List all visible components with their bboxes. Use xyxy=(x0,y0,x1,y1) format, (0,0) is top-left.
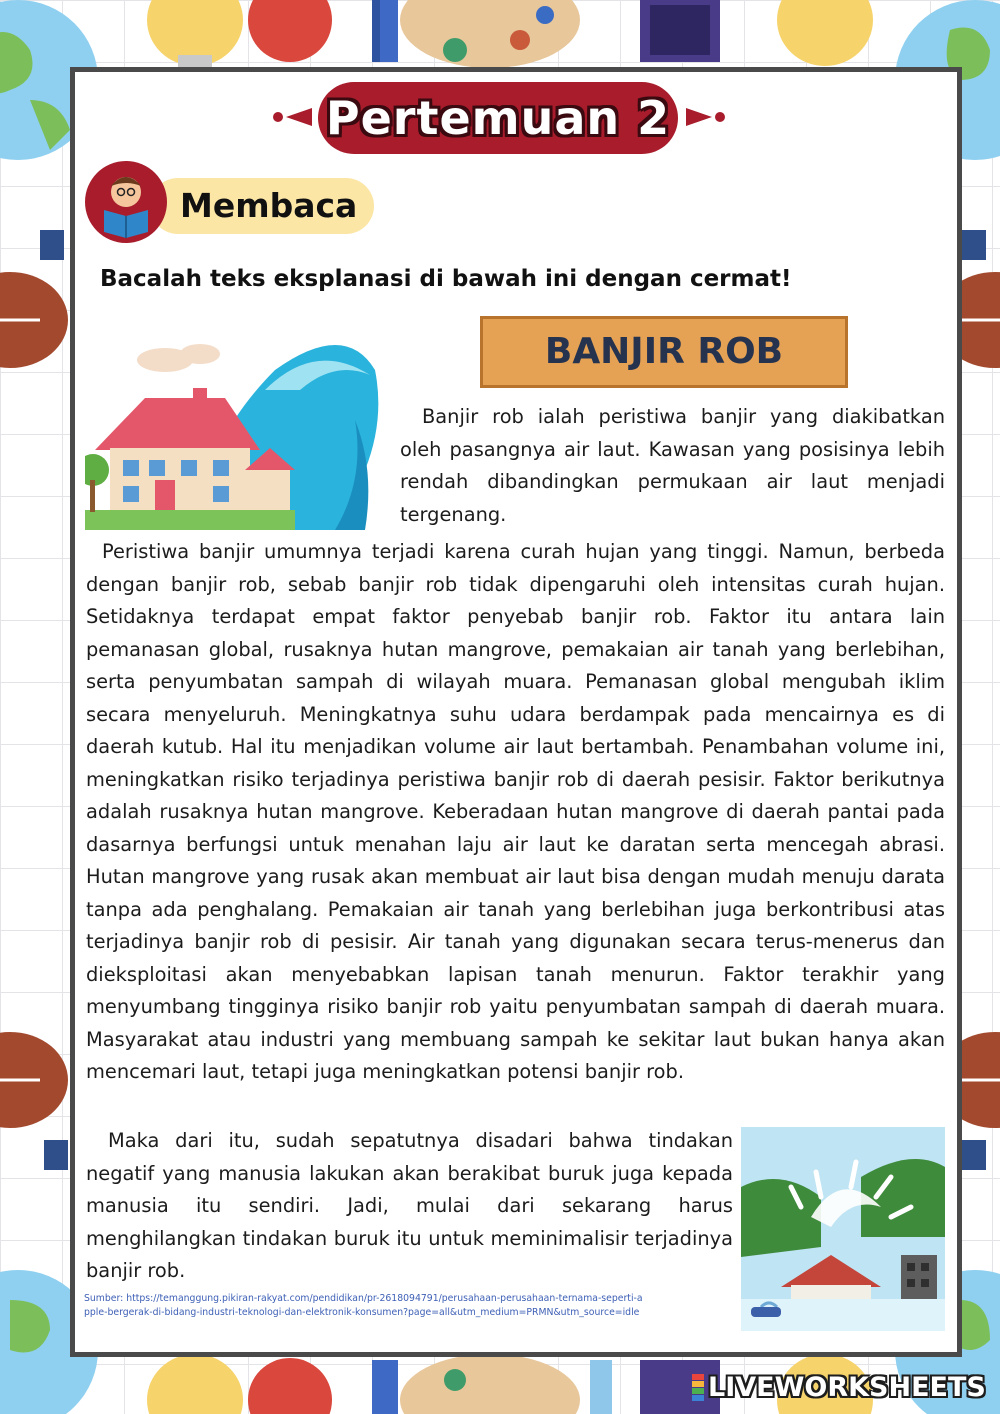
apple-top-icon xyxy=(248,0,332,62)
palette-top-icon xyxy=(400,0,580,68)
palette-bottom-icon xyxy=(400,1354,580,1414)
pencil-top-icon xyxy=(372,0,398,62)
article-paragraph-2: Peristiwa banjir umumnya terjadi karena curah hujan yang tinggi. Namun, berbeda dengan banjir rob, sebab banjir rob tidak dipengaruhi oleh intensitas curah hujan. Setidaknya terdapat empat faktor penyebab banjir rob. Faktor itu antara lain pemanasan global, rusaknya hutan mangrove, pemakaian air tanah yang berlebihan, serta penyumbatan sampah di wilayah muara. Pemanasan global mengubah iklim secara menyeluruh. Meningkatnya suhu udara berdampak pada mencairnya es di daerah kutub. Hal itu menjadikan volume air laut bertambah. Penambahan volume ini, meningkatkan risiko terjadinya peristiwa banjir rob di daerah pesisir. Faktor berikutnya adalah rusaknya hutan mangrove. Keberadaan hutan mangrove di daerah pantai pada dasarnya berfungsi untuk menahan laju air laut ke daratan serta mencegah abrasi. Hutan mangrove yang rusak akan membuat air laut bisa dengan mudah menuju darata tanpa ada penghalang. Pemakaian air tanah yang berlebihan juga berkontribusi atas terjadinya banjir rob di pesisir. Air tanah yang digunakan secara terus-menerus dan dieksploitasi akan menyebabkan lapisan tanah menurun. Faktor terakhir yang menyumbang tingginya risiko banjir rob yaitu penyumbatan sampah di daerah muara. Masyarakat atau industri yang membuang sampah ke sekitar laut bukan hanya akan mencemari laut, tetapi juga meningkatkan potensi banjir rob. xyxy=(86,540,945,1083)
page-title: Pertemuan 2 xyxy=(325,91,671,145)
flood-house-illustration xyxy=(741,1127,945,1331)
watermark-text: LIVEWORKSHEETS xyxy=(708,1372,986,1403)
article-title: BANJIR ROB xyxy=(544,331,784,372)
satellite-left-icon xyxy=(40,230,68,1170)
title-banner xyxy=(0,82,1000,154)
article-paragraph-1: Banjir rob ialah peristiwa banjir yang diakibatkan oleh pasangnya air laut. Kawasan yang posisinya lebih rendah dibandingkan permukaan air laut menjadi tergenang. xyxy=(400,405,945,526)
satellite-right-icon xyxy=(962,230,986,1170)
reading-instruction: Bacalah teks eksplanasi di bawah ini dengan cermat! xyxy=(100,266,792,292)
reading-boy-icon xyxy=(84,160,168,244)
football-left-top-icon xyxy=(0,272,68,368)
pencil-bottom-icon xyxy=(372,1360,398,1414)
liveworksheets-watermark[interactable] xyxy=(690,1368,986,1408)
article-paragraph-3: Maka dari itu, sudah sepatutnya disadari bahwa tindakan negatif yang manusia lakukan akan berakibat buruk juga kepada manusia itu sendiri. Jadi, mulai dari sekarang harus menghilangkan tindakan buruk itu untuk meminimalisir terjadinya banjir rob. xyxy=(86,1129,733,1282)
apple-bottom-icon xyxy=(248,1358,332,1414)
football-left-bottom-icon xyxy=(0,1032,68,1128)
title-flourish-left-icon xyxy=(272,102,316,132)
calculator-top-icon xyxy=(640,0,720,62)
title-flourish-right-icon xyxy=(682,102,726,132)
section-label: Membaca xyxy=(180,186,358,225)
lightbulb-top-right-icon xyxy=(777,0,873,66)
lightbulb-top-icon xyxy=(147,0,243,67)
source-citation-link[interactable]: Sumber: https://temanggung.pikiran-rakyat.com/pendidikan/pr-2618094791/perusahaan-perusahaan-ternama-seperti-apple-bergerak-di-bidang-industri-teknologi-dan-elektronik-konsumen?page=all&utm_medium=PRMN&utm_source=idle xyxy=(84,1293,643,1318)
house-wave-illustration xyxy=(85,330,385,530)
ruler-bottom-icon xyxy=(590,1360,612,1414)
lightbulb-bottom-icon xyxy=(147,1354,243,1414)
